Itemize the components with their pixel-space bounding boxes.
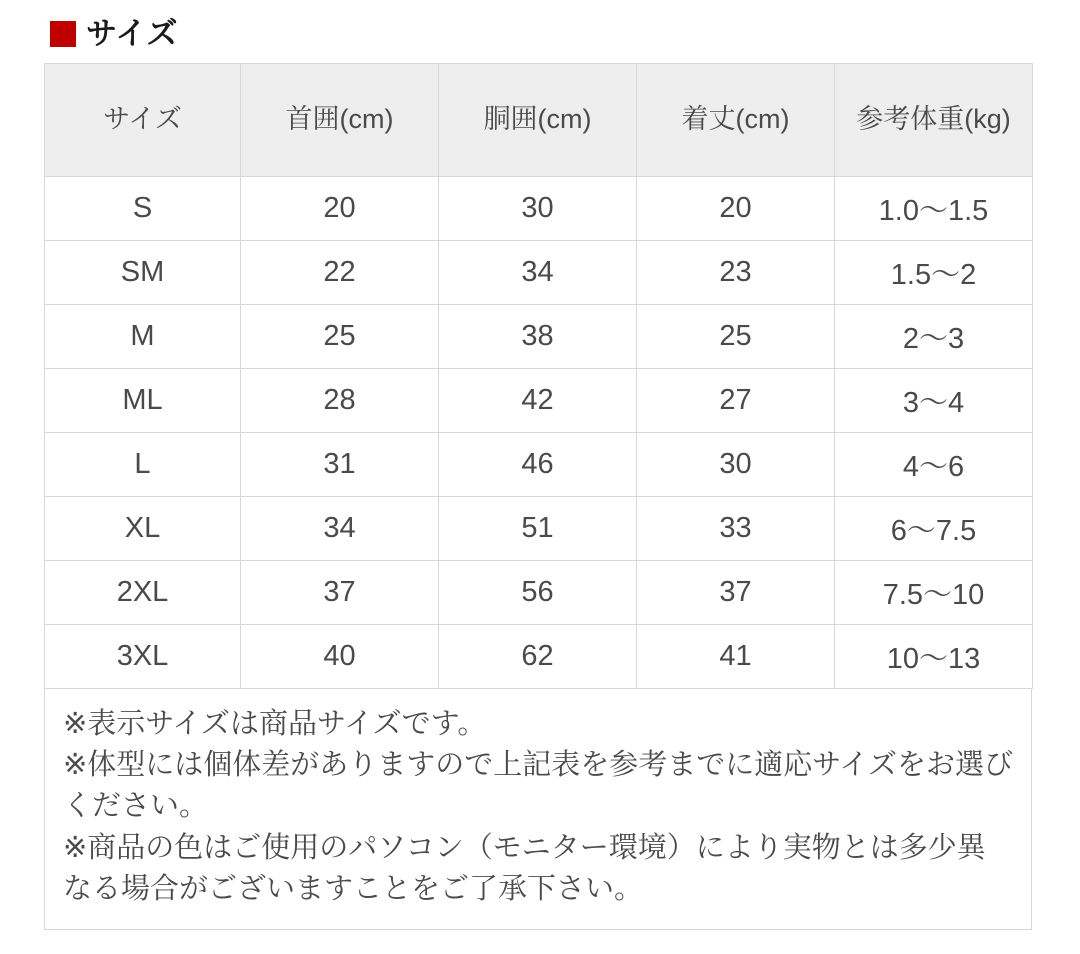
cell-size: 3XL [45,625,241,689]
cell-size: M [45,305,241,369]
cell-chest: 56 [439,561,637,625]
size-table [44,63,1033,689]
cell-size: L [45,433,241,497]
cell-weight: 6〜7.5 [835,497,1033,561]
column-header-neck: 首囲(cm) [241,64,439,177]
cell-neck: 28 [241,369,439,433]
note-item: ※商品の色はご使用のパソコン（モニター環境）により実物とは多少異なる場合がございますことをご了承下さい。 [63,829,986,905]
note-item: ※表示サイズは商品サイズです。 [63,706,487,740]
cell-weight: 1.5〜2 [835,241,1033,305]
cell-neck: 34 [241,497,439,561]
table-row [45,561,1033,625]
cell-size: S [45,177,241,241]
cell-weight: 4〜6 [835,433,1033,497]
cell-chest: 30 [439,177,637,241]
cell-length: 41 [637,625,835,689]
cell-length: 23 [637,241,835,305]
cell-neck: 25 [241,305,439,369]
cell-length: 30 [637,433,835,497]
cell-size: SM [45,241,241,305]
cell-weight: 3〜4 [835,369,1033,433]
bottom-spacer [0,942,1080,954]
cell-weight: 2〜3 [835,305,1033,369]
cell-chest: 62 [439,625,637,689]
cell-chest: 42 [439,369,637,433]
cell-neck: 31 [241,433,439,497]
cell-chest: 51 [439,497,637,561]
page-title-text: サイズ [86,16,179,51]
table-row [45,177,1033,241]
table-body [45,177,1033,689]
table-row [45,369,1033,433]
notes-section [44,689,1032,930]
column-header-weight: 参考体重(kg) [835,64,1033,177]
column-header-chest: 胴囲(cm) [439,64,637,177]
cell-length: 25 [637,305,835,369]
column-header-length: 着丈(cm) [637,64,835,177]
square-bullet-icon [50,21,76,47]
table-row [45,305,1033,369]
table-row [45,433,1033,497]
cell-size: 2XL [45,561,241,625]
table-row [45,241,1033,305]
cell-chest: 38 [439,305,637,369]
cell-size: ML [45,369,241,433]
cell-weight: 7.5〜10 [835,561,1033,625]
cell-neck: 37 [241,561,439,625]
column-header-size: サイズ [45,64,241,177]
cell-weight: 10〜13 [835,625,1033,689]
note-item: ※体型には個体差がありますので上記表を参考までに適応サイズをお選びください。 [63,747,1013,823]
cell-length: 27 [637,369,835,433]
cell-weight: 1.0〜1.5 [835,177,1033,241]
cell-size: XL [45,497,241,561]
cell-neck: 22 [241,241,439,305]
cell-neck: 40 [241,625,439,689]
cell-neck: 20 [241,177,439,241]
table-row [45,497,1033,561]
cell-chest: 46 [439,433,637,497]
page-title [50,18,1036,49]
table-row [45,625,1033,689]
cell-length: 37 [637,561,835,625]
table-header-row [45,64,1033,177]
cell-length: 33 [637,497,835,561]
cell-chest: 34 [439,241,637,305]
table-header [45,64,1033,177]
cell-length: 20 [637,177,835,241]
